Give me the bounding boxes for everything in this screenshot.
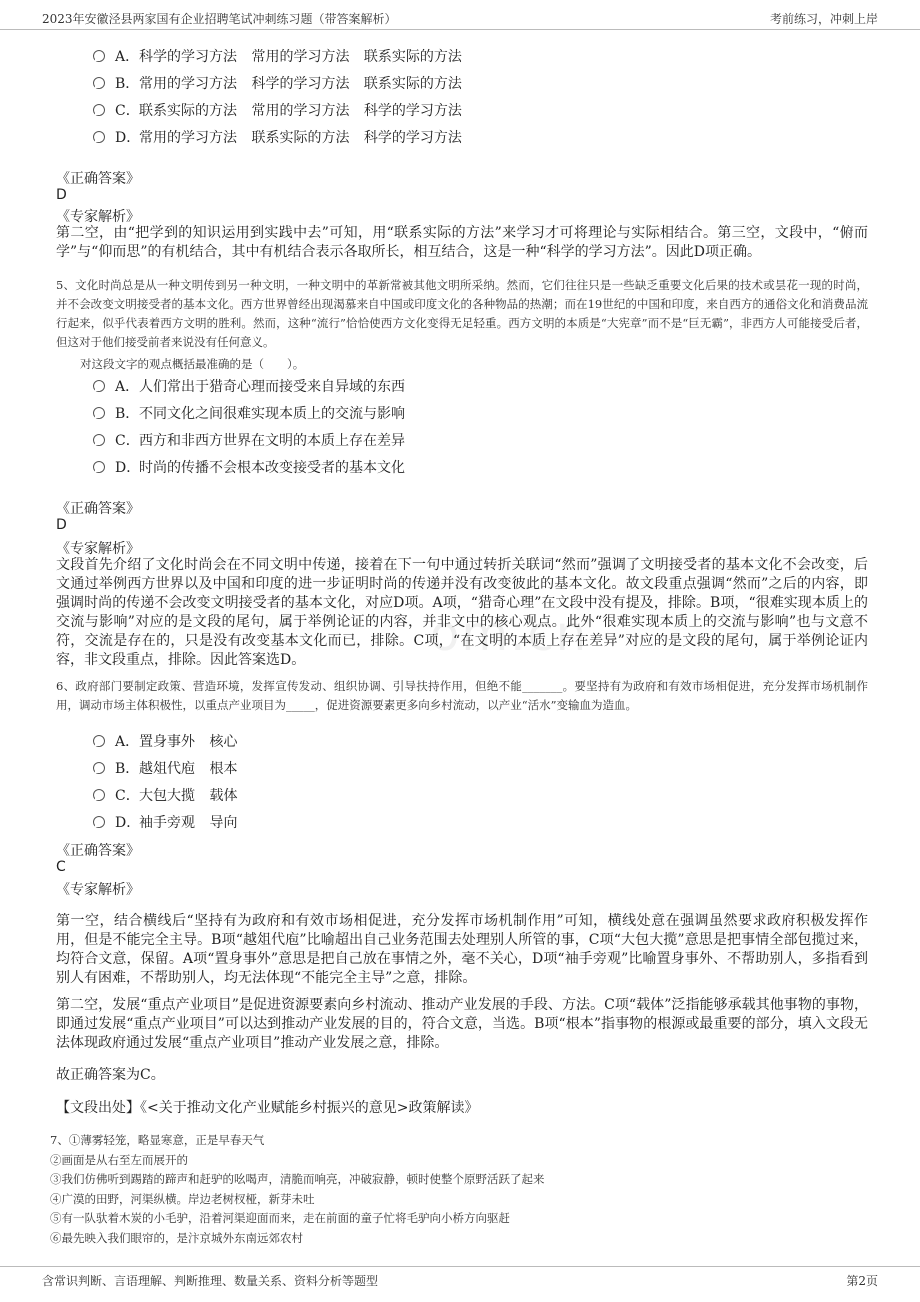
radio-icon[interactable] [93, 434, 105, 446]
radio-icon[interactable] [93, 789, 105, 801]
document-title: 2023年安徽泾县两家国有企业招聘笔试冲刺练习题（带答案解析） [42, 12, 397, 26]
radio-icon[interactable] [93, 461, 105, 473]
q5-answer: D [56, 517, 67, 533]
q4-analysis: 第二空，由“把学到的知识运用到实践中去”可知，用“联系实际的方法”来学习才可将理论与实际相结合。第三空，文段中，“俯而学”与“仰而思”的有机结合，其中有机结合表示各取所长，相互结合，这是一种“科学的学习方法”。因此D项正确。 [56, 225, 868, 260]
radio-icon[interactable] [93, 380, 105, 392]
radio-icon[interactable] [93, 50, 105, 62]
footer-note: 含常识判断、言语理解、判断推理、数量关系、资料分析等题型 [42, 1274, 379, 1288]
q6-option-d[interactable]: D．袖手旁观 导向 [93, 812, 237, 834]
q5-analysis-label: 《专家解析》 [56, 541, 140, 557]
watermark: om.cn [430, 606, 589, 662]
q4-option-c[interactable]: C．联系实际的方法 常用的学习方法 科学的学习方法 [93, 100, 462, 122]
q6-option-a[interactable]: A．置身事外 核心 [93, 731, 237, 753]
q6-answer-label: 《正确答案》 [56, 843, 140, 859]
q7-line-4: ④广漠的田野，河渠纵横。岸边老树杈桠，新芽未吐 [50, 1192, 315, 1206]
q5-stem: 5、文化时尚总是从一种文明传到另一种文明，一种文明中的革新常被其他文明所采纳。然而，它们往往只是一些缺乏重要文化后果的技术或昙花一现的时尚，并不会改变文明接受者的基本文化。西方世界曾经出现渴慕来自中国或印度文化的各种物品的热潮；而在19世纪的中国和印度，来自西方的通俗文化和消费品流行起来，似乎代表着西方文明的胜利。然而，这种“流行”恰恰使西方文化变得无足轻重。西方文明的本质是“大宪章”而不是“巨无霸”，非西方人可能接受后者，但这对于他们接受前者来说没有任何意义。 [56, 278, 868, 349]
page-footer [0, 1266, 920, 1302]
page-header [0, 0, 920, 30]
q5-option-d[interactable]: D．时尚的传播不会根本改变接受者的基本文化 [93, 457, 405, 479]
q6-option-c[interactable]: C．大包大揽 载体 [93, 785, 237, 807]
q7-line-2: ②画面是从右至左而展开的 [50, 1153, 188, 1167]
q4-analysis-label: 《专家解析》 [56, 209, 140, 225]
q5-option-a[interactable]: A．人们常出于猎奇心理而接受来自异域的东西 [93, 376, 405, 398]
radio-icon[interactable] [93, 735, 105, 747]
page-number: 第2页 [846, 1274, 878, 1288]
q4-answer: D [56, 187, 67, 203]
radio-icon[interactable] [93, 762, 105, 774]
q7-line-1: 7、①薄雾轻笼，略显寒意，正是早春天气 [50, 1133, 265, 1147]
radio-icon[interactable] [93, 131, 105, 143]
header-slogan: 考前练习，冲刺上岸 [769, 12, 878, 26]
q6-stem: 6、政府部门要制定政策、营造环境，发挥宣传发动、组织协调、引导扶持作用，但绝不能_______。要坚持有为政府和有效市场相促进，充分发挥市场机制作用，调动市场主体积极性，以重点产业项目为_____，促进资源要素更多向乡村流动，以产业“活水”变输血为造血。 [56, 679, 868, 712]
radio-icon[interactable] [93, 104, 105, 116]
q5-analysis: 文段首先介绍了文化时尚会在不同文明中传递，接着在下一句中通过转折关联词“然而”强调了文明接受者的基本文化不会改变，后文通过举例西方世界以及中国和印度的进一步证明时尚的传递并没有改变彼此的基本文化。故文段重点强调“然而”之后的内容，即强调时尚的传递不会改变文明接受者的基本文化，对应D项。A项，“猎奇心理”在文段中没有提及，排除。B项，“很难实现本质上的交流与影响”对应的是文段的尾句，属于举例论证的内容，并非文中的核心观点。此外“很难实现本质上的交流与影响”也与文意不符，交流是存在的，只是没有改变基本文化而已，排除。C项，“在文明的本质上存在差异”对应的是文段的尾句，属于举例论证内容，非文段重点，排除。因此答案选D。 [56, 557, 868, 668]
q4-option-b[interactable]: B．常用的学习方法 科学的学习方法 联系实际的方法 [93, 73, 462, 95]
q5-answer-label: 《正确答案》 [56, 501, 140, 517]
radio-icon[interactable] [93, 407, 105, 419]
q6-analysis-label: 《专家解析》 [56, 882, 140, 898]
radio-icon[interactable] [93, 77, 105, 89]
radio-icon[interactable] [93, 816, 105, 828]
q6-option-b[interactable]: B．越俎代庖 根本 [93, 758, 237, 780]
q6-analysis-paragraph-1: 第一空，结合横线后“坚持有为政府和有效市场相促进，充分发挥市场机制作用”可知，横线处意在强调虽然要求政府积极发挥作用，但是不能完全主导。B项“越俎代庖”比喻超出自己业务范围去处理别人所管的事，C项“大包大揽”意思是把事情全部包揽过来，均符合文意，保留。A项“置身事外”意思是把自己放在事情之外，毫不关心，D项“袖手旁观”比喻置身事外、不帮助别人，多指看到别人有困难，不帮助别人，均无法体现“不能完全主导”之意，排除。 [56, 913, 868, 986]
q6-answer: C [56, 859, 66, 875]
q7-line-3: ③我们仿佛听到踢踏的蹄声和赶驴的吆喝声，清脆而响亮，冲破寂静，顿时使整个原野活跃了起来 [50, 1172, 545, 1186]
q7-line-6: ⑥最先映入我们眼帘的，是汴京城外东南远郊农村 [50, 1231, 303, 1245]
q5-option-b[interactable]: B．不同文化之间很难实现本质上的交流与影响 [93, 403, 405, 425]
q6-analysis-paragraph-2: 第二空，发展“重点产业项目”是促进资源要素向乡村流动、推动产业发展的手段、方法。C项“载体”泛指能够承载其他事物的事物，即通过发展“重点产业项目”可以达到推动产业发展的目的，符合文意，当选。B项“根本”指事物的根源或最重要的部分，填入文段无法体现政府通过发展“重点产业项目”推动产业发展之意，排除。 [56, 997, 868, 1051]
q6-conclusion: 故正确答案为C。 [56, 1067, 165, 1083]
q6-source: 【文段出处】《<关于推动文化产业赋能乡村振兴的意见>政策解读》 [56, 1100, 479, 1116]
q5-option-c[interactable]: C．西方和非西方世界在文明的本质上存在差异 [93, 430, 405, 452]
q5-question: 对这段文字的观点概括最准确的是（ ）。 [80, 357, 305, 371]
q4-option-d[interactable]: D．常用的学习方法 联系实际的方法 科学的学习方法 [93, 127, 462, 149]
q4-option-a[interactable]: A．科学的学习方法 常用的学习方法 联系实际的方法 [93, 46, 462, 68]
q7-line-5: ⑤有一队驮着木炭的小毛驴，沿着河渠迎面而来，走在前面的童子忙将毛驴向小桥方向驱赶 [50, 1211, 510, 1225]
q4-answer-label: 《正确答案》 [56, 171, 140, 187]
